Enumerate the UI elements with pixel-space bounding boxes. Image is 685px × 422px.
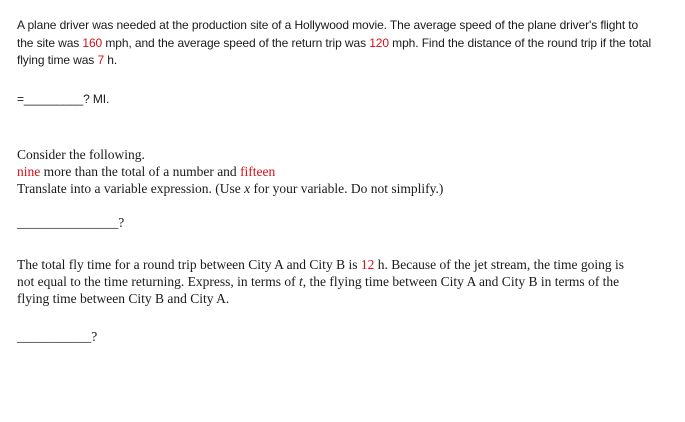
problem-3-variable: t — [298, 274, 303, 289]
problem-3-total-time: 12 — [360, 257, 375, 272]
problem-1-answer-line[interactable]: =_________? MI. — [17, 92, 110, 106]
problem-1-text-c: mph. Find the distance of the round trip if the total flying time was — [17, 35, 652, 67]
problem-1-text-d: h. — [104, 53, 118, 67]
problem-2-phrase — [17, 163, 657, 180]
problem-3-text-b: h. Because of the jet stream, the time going is not equal to the time returning. Express, in terms of — [17, 257, 625, 289]
problem-2-phrase-c: fifteen — [240, 164, 276, 179]
problem-2-instruction-b: for your variable. Do not simplify.) — [250, 181, 444, 196]
problem-1-text-a: A plane driver was needed at the production site of a Hollywood movie. The average speed of the plane driver's flight to the site was — [17, 18, 639, 50]
problem-3-answer-line[interactable]: ___________? — [17, 329, 98, 344]
speed-to-site-value: 160 — [82, 35, 103, 50]
problem-2-phrase-a: nine — [17, 164, 41, 179]
problem-3-text — [17, 256, 637, 307]
problem-2-instruction — [17, 180, 657, 197]
problem-2-variable: x — [244, 181, 251, 196]
problem-2-intro: Consider the following. — [17, 147, 145, 162]
problem-3-text-c: , the flying time between City A and City B in terms of the flying time between City B and City A. — [17, 274, 620, 306]
problem-2-instruction-a: Translate into a variable expression. (Use — [17, 181, 245, 196]
speed-return-value: 120 — [369, 35, 389, 50]
problem-1-text — [17, 17, 657, 70]
problem-1-text-b: mph, and the average speed of the return trip was — [102, 35, 370, 50]
problem-2-answer-line[interactable]: _______________? — [17, 215, 125, 230]
total-time-value: 7 — [97, 53, 105, 67]
problem-3-text-a: The total fly time for a round trip between City A and City B is — [17, 257, 361, 272]
problem-2-phrase-b: more than the total of a number and — [40, 164, 241, 179]
problem-2-text — [17, 146, 657, 197]
